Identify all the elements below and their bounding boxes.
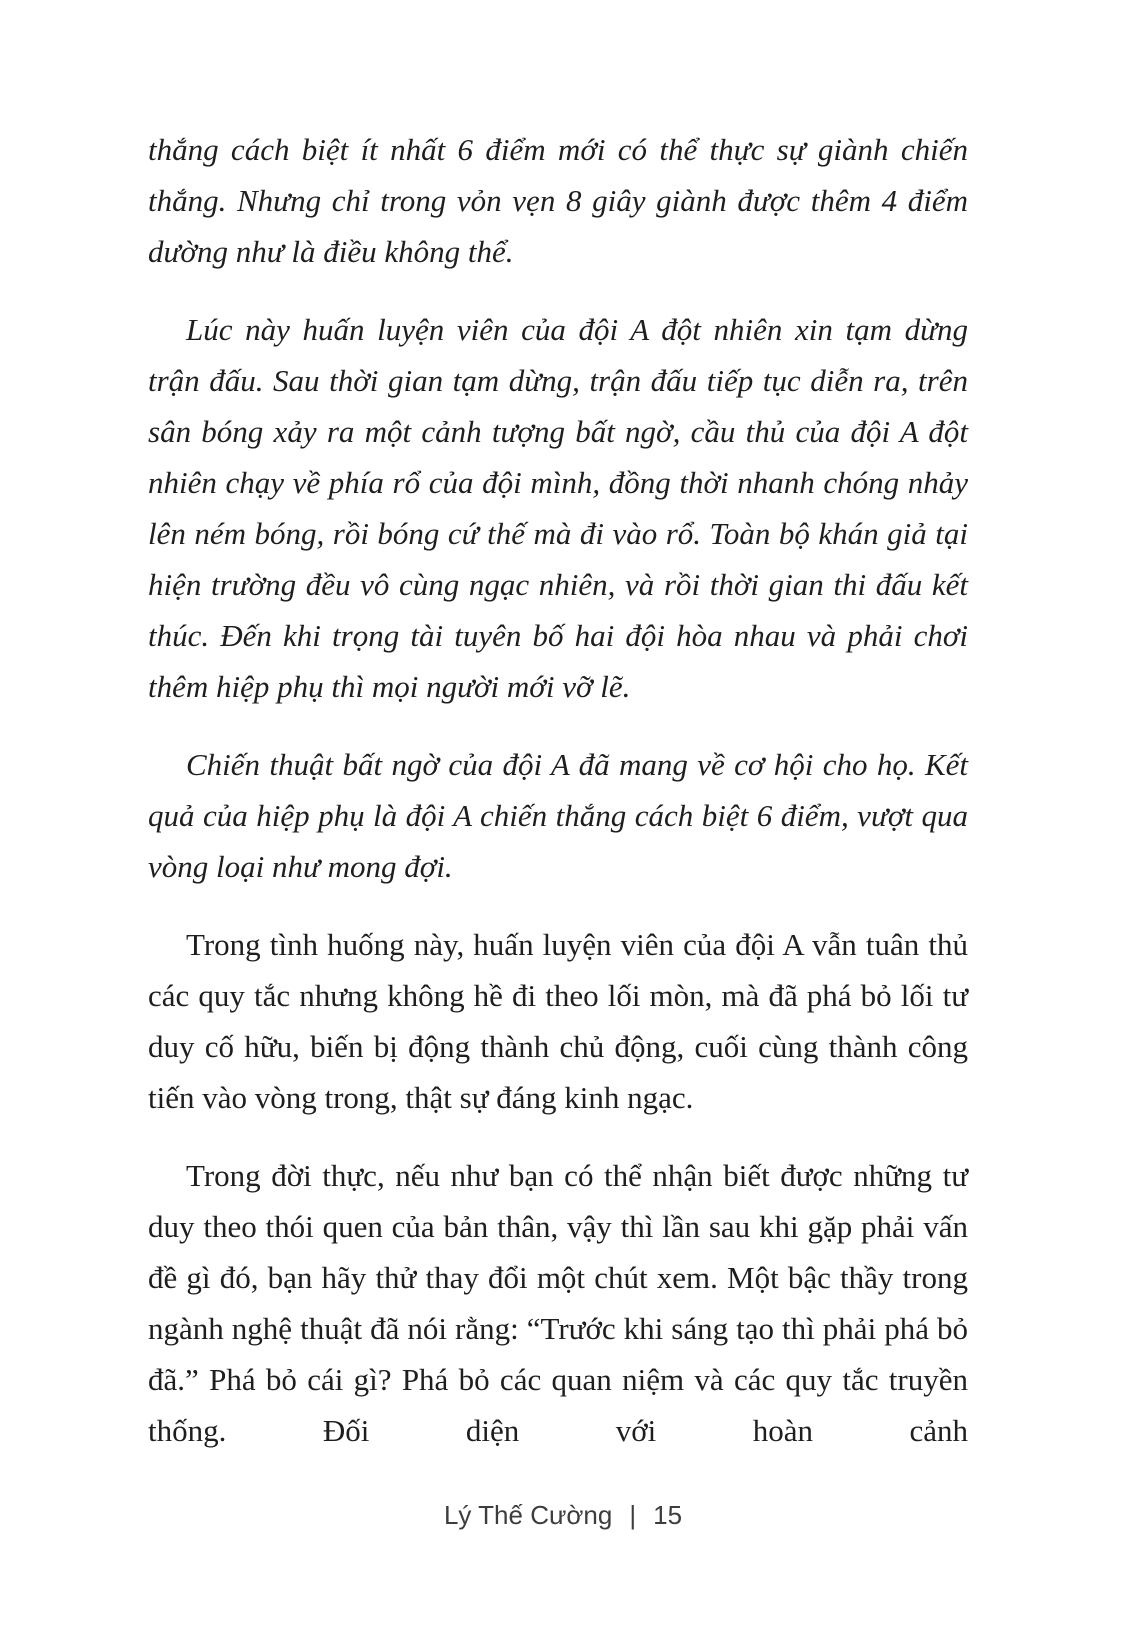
paragraph-lesson: Trong đời thực, nếu như bạn có thể nhận biết được những tư duy theo thói quen của bản thân, vậy thì lần sau khi gặp phải vấn đề gì đó, bạn hãy thử thay đổi một chút xem. Một bậc thầy trong ngành nghệ thuật đã nói rằng: “Trước khi sáng tạo thì phải phá bỏ đã.” Phá bỏ cái gì? Phá bỏ các quan niệm và các quy tắc truyền thống. Đối diện với hoàn cảnh [148,1158,968,1448]
footer-author: Lý Thế Cường [443,1500,613,1530]
paragraph-analysis: Trong tình huống này, huấn luyện viên của đội A vẫn tuân thủ các quy tắc nhưng không hề đi theo lối mòn, mà đã phá bỏ lối tư duy cố hữu, biến bị động thành chủ động, cuối cùng thành công tiến vào vòng trong, thật sự đáng kinh ngạc. [148,927,968,1115]
paragraph-story-result: Chiến thuật bất ngờ của đội A đã mang về cơ hội cho họ. Kết quả của hiệp phụ là đội A chiến thắng cách biệt 6 điểm, vượt qua vòng loại như mong đợi. [148,747,968,884]
paragraph-continuation: thắng cách biệt ít nhất 6 điểm mới có thể thực sự giành chiến thắng. Nhưng chỉ trong vỏn vẹn 8 giây giành được thêm 4 điểm dường như là điều không thể. [148,132,968,269]
page-footer [0,1500,1126,1531]
footer-separator: | [629,1500,637,1530]
footer-page-number: 15 [653,1500,683,1530]
paragraph-story-timeout: Lúc này huấn luyện viên của đội A đột nhiên xin tạm dừng trận đấu. Sau thời gian tạm dừng, trận đấu tiếp tục diễn ra, trên sân bóng xảy ra một cảnh tượng bất ngờ, cầu thủ của đội A đột nhiên chạy về phía rổ của đội mình, đồng thời nhanh chóng nhảy lên ném bóng, rồi bóng cứ thế mà đi vào rổ. Toàn bộ khán giả tại hiện trường đều vô cùng ngạc nhiên, và rồi thời gian thi đấu kết thúc. Đến khi trọng tài tuyên bố hai đội hòa nhau và phải chơi thêm hiệp phụ thì mọi người mới vỡ lẽ. [148,312,968,704]
page-text-block [148,124,968,1483]
